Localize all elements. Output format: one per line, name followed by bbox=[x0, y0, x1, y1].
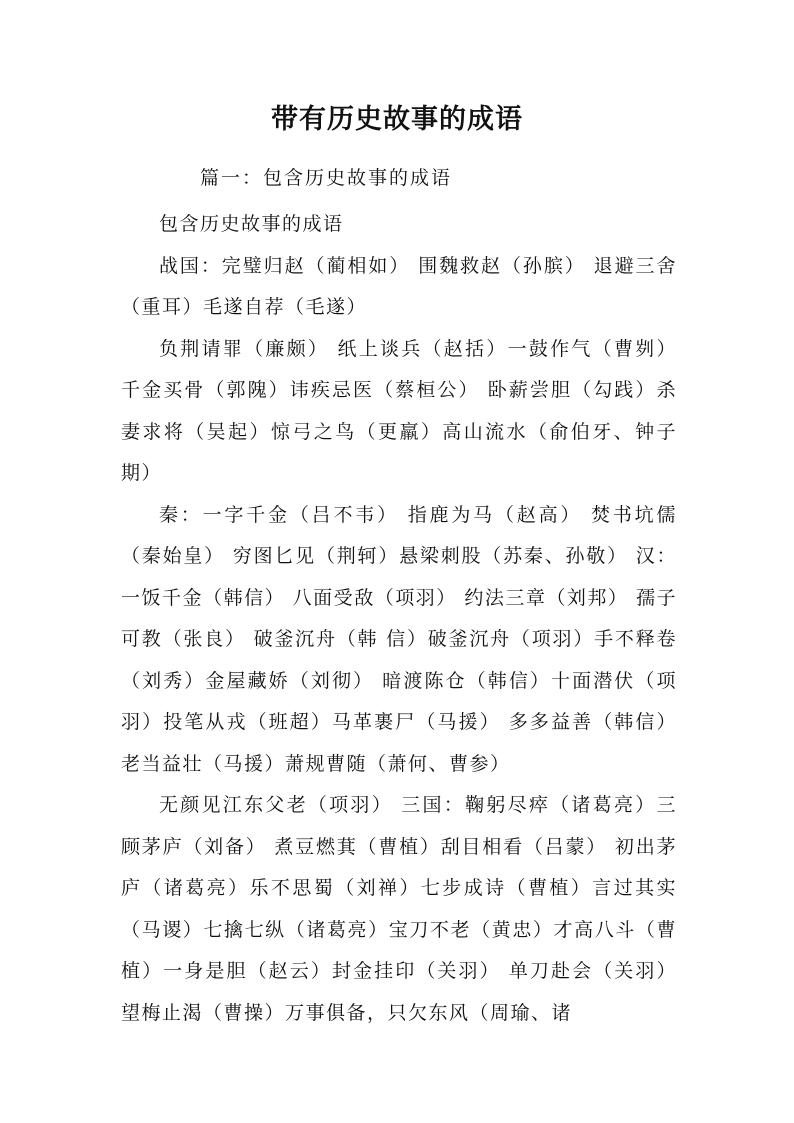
section-heading: 篇一：包含历史故事的成语 bbox=[200, 167, 453, 189]
document-title: 带有历史故事的成语 bbox=[271, 104, 523, 135]
paragraph-intro: 包含历史故事的成语 bbox=[159, 213, 344, 235]
paragraph-warring-states: 战国：完璧归赵（蔺相如） 围魏救赵（孙膑） 退避三舍（重耳）毛遂自荐（毛遂） bbox=[121, 254, 677, 318]
paragraph-three-kingdoms: 无颜见江东父老（项羽） 三国：鞠躬尽瘁（诸葛亮）三顾茅庐（刘备） 煮豆燃萁（曹植）刮目相看（吕蒙） 初出茅庐（诸葛亮）乐不思蜀（刘禅）七步成诗（曹植）言过其实（马谡）七擒七纵（诸葛亮）宝刀不老（黄忠）才高八斗（曹植）一身是胆（赵云）封金挂印（关羽） 单刀赴会（关羽）望梅止渴（曹操）万事俱备，只欠东风（周瑜、诸 bbox=[121, 794, 677, 1024]
paragraph-warring-states-cont: 负荆请罪（廉颇） 纸上谈兵（赵括）一鼓作气（曹刿）千金买骨（郭隗）讳疾忌医（蔡桓公） 卧薪尝胆（勾践）杀妻求将（吴起）惊弓之鸟（更羸）高山流水（俞伯牙、钟子期） bbox=[121, 337, 677, 484]
paragraph-qin-han: 秦：一字千金（吕不韦） 指鹿为马（赵高） 焚书坑儒（秦始皇） 穷图匕见（荆轲）悬梁刺股（苏秦、孙敬） 汉：一饭千金（韩信） 八面受敌（项羽） 约法三章（刘邦） 孺子可教（张良） 破釜沉舟（韩 信）破釜沉舟（项羽）手不释卷（刘秀）金屋藏娇（刘彻） 暗渡陈仓（韩信）十面潜伏（项羽）投笔从戎（班超）马革裹尸（马援） 多多益善（韩信）老当益壮（马援）萧规曹随（萧何、曹参） bbox=[121, 503, 677, 775]
document-body bbox=[121, 204, 677, 1034]
